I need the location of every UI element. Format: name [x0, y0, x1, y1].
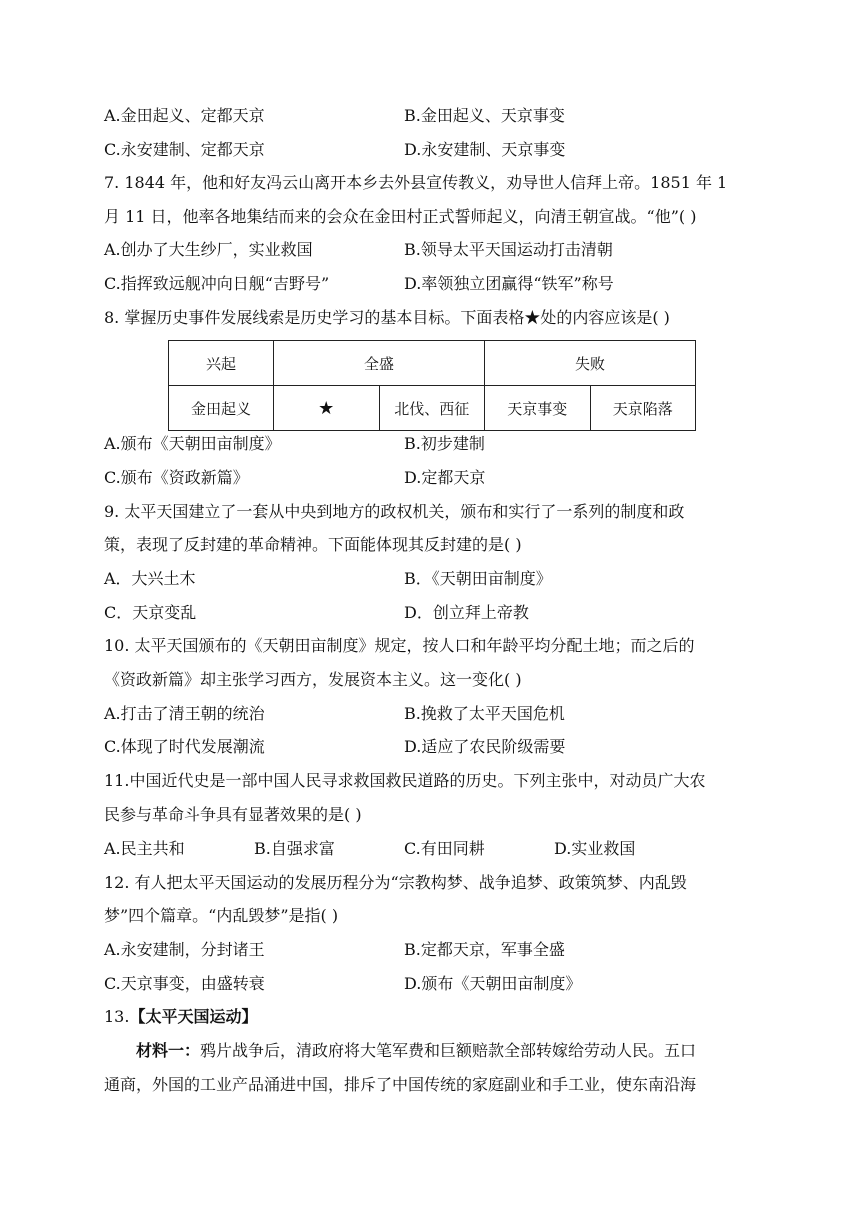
table-header-cell: 失败 [485, 341, 696, 386]
q6-option-a: A.金田起义、定都天京 [104, 106, 265, 125]
q7-option-c: C.指挥致远舰冲向日舰“吉野号” [104, 274, 330, 293]
table-header-cell: 全盛 [274, 341, 485, 386]
q11-stem-line-2: 民参与革命斗争具有显著效果的是( ) [104, 805, 362, 824]
q12-option-d: D.颁布《天朝田亩制度》 [404, 974, 582, 993]
q10-option-d: D.适应了农民阶级需要 [404, 737, 566, 756]
q11-option-c: C.有田同耕 [404, 839, 485, 858]
q10-stem-line-2: 《资政新篇》却主张学习西方，发展资本主义。这一变化( ) [104, 670, 522, 689]
table-cell: 天京陷落 [590, 386, 696, 431]
q11-stem-line-1: 11.中国近代史是一部中国人民寻求救国救民道路的历史。下列主张中，对动员广大农 [104, 771, 706, 790]
timeline-table [168, 340, 696, 431]
table-cell: 金田起义 [169, 386, 274, 431]
q12-stem-line-2: 梦”四个篇章。“内乱毁梦”是指( ) [104, 906, 339, 925]
q6-option-b: B.金田起义、天京事变 [404, 106, 565, 125]
q11-option-d: D.实业救国 [554, 839, 636, 858]
q13-material-line-1 [136, 1040, 696, 1062]
q10-option-b: B.挽救了太平天国危机 [404, 704, 565, 723]
q12-stem-line-1: 12. 有人把太平天国运动的发展历程分为“宗教构梦、战争追梦、政策筑梦、内乱毁 [104, 873, 687, 892]
q8-stem: 8. 掌握历史事件发展线索是历史学习的基本目标。下面表格★处的内容应该是( ) [104, 308, 670, 327]
q7-option-a: A.创办了大生纱厂，实业救国 [104, 240, 313, 259]
q12-option-a: A.永安建制，分封诸王 [104, 940, 265, 959]
q13-section-title: 【太平天国运动】 [129, 1007, 258, 1026]
table-cell: 北伐、西征 [379, 386, 485, 431]
q9-option-d: D．创立拜上帝教 [404, 603, 529, 622]
table-row [169, 386, 696, 431]
table-header-row [169, 341, 696, 386]
material-label: 材料一： [136, 1041, 201, 1060]
q12-option-c: C.天京事变，由盛转衰 [104, 974, 265, 993]
star-cell: ★ [274, 386, 380, 431]
q7-stem-line-1: 7. 1844 年，他和好友冯云山离开本乡去外县宣传教义，劝导世人信拜上帝。1851 年 1 [104, 173, 728, 192]
q8-option-c: C.颁布《资政新篇》 [104, 468, 249, 487]
q10-option-a: A.打击了清王朝的统治 [104, 704, 265, 723]
material-text: 鸦片战争后，清政府将大笔军费和巨额赔款全部转嫁给劳动人民。五口 [200, 1041, 697, 1060]
q8-option-d: D.定都天京 [404, 468, 486, 487]
q9-option-b: B．《天朝田亩制度》 [404, 569, 552, 588]
q7-stem-line-2: 月 11 日，他率各地集结而来的会众在金田村正式誓师起义，向清王朝宣战。“他”( ) [104, 207, 697, 226]
q6-option-c: C.永安建制、定都天京 [104, 140, 265, 159]
q7-option-d: D.率领独立团赢得“铁军”称号 [404, 274, 614, 293]
q9-stem-line-1: 9. 太平天国建立了一套从中央到地方的政权机关，颁布和实行了一系列的制度和政 [104, 502, 685, 521]
q8-option-b: B.初步建制 [404, 434, 485, 453]
q12-option-b: B.定都天京，军事全盛 [404, 940, 565, 959]
q9-option-c: C．天京变乱 [104, 603, 197, 622]
q9-option-a: A．大兴土木 [104, 569, 196, 588]
q9-stem-line-2: 策，表现了反封建的革命精神。下面能体现其反封建的是( ) [104, 535, 522, 554]
q10-stem-line-1: 10. 太平天国颁布的《天朝田亩制度》规定，按人口和年龄平均分配土地；而之后的 [104, 636, 695, 655]
q11-option-b: B.自强求富 [254, 839, 335, 858]
q13-number: 13. [104, 1007, 130, 1026]
table-cell: 天京事变 [485, 386, 591, 431]
q11-option-a: A.民主共和 [104, 839, 185, 858]
q13-material-line-2: 通商，外国的工业产品涌进中国，排斥了中国传统的家庭副业和手工业，使东南沿海 [104, 1075, 697, 1094]
table-header-cell: 兴起 [169, 341, 274, 386]
q8-option-a: A.颁布《天朝田亩制度》 [104, 434, 281, 453]
q10-option-c: C.体现了时代发展潮流 [104, 737, 265, 756]
q6-option-d: D.永安建制、天京事变 [404, 140, 566, 159]
q13-heading [104, 1006, 257, 1028]
q7-option-b: B.领导太平天国运动打击清朝 [404, 240, 613, 259]
